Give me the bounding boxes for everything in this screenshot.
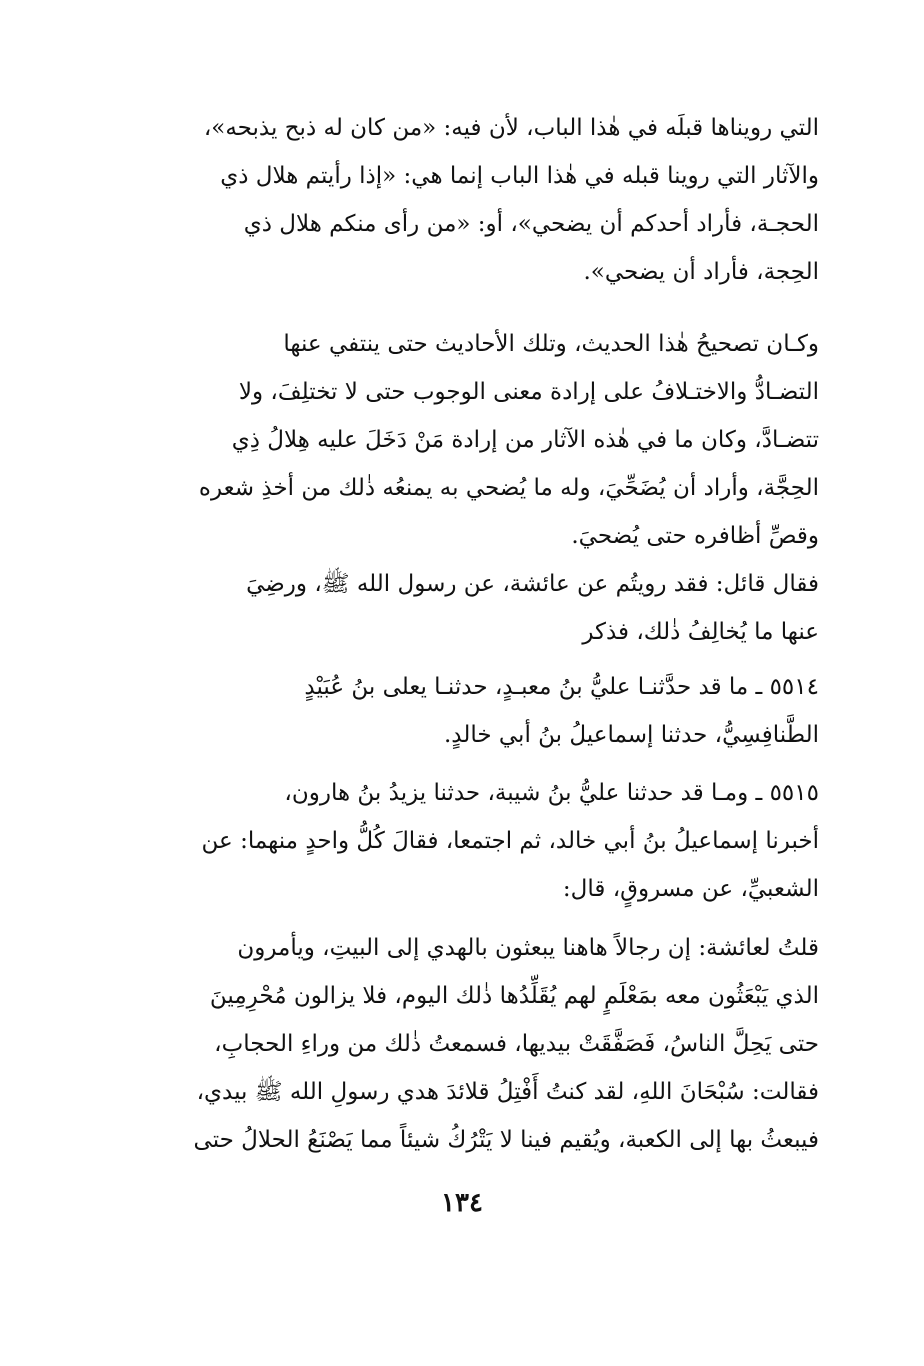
text-line: التي رويناها قبلَه في هٰذا الباب، لأن فيه: «من كان له ذبح يذبحه»،	[203, 115, 819, 141]
page-number: ١٣٤	[441, 1188, 483, 1218]
text-line: الحِجَّة، وأراد أن يُضَحِّيَ، وله ما يُضحي به يمنعُه ذٰلك من أخذِ شعره	[198, 475, 819, 501]
text-line: التضـادُّ والاختـلافُ على إرادة معنى الوجوب حتى لا تختلِفَ، ولا	[238, 379, 819, 405]
paragraph-3	[104, 560, 819, 656]
text-line: حتى يَحِلَّ الناسُ، فَصَفَّقَتْ بيديها، فسمعتُ ذٰلك من وراءِ الحجابِ،	[214, 1031, 819, 1057]
hadith-5515	[104, 769, 819, 913]
text-line: أخبرنا إسماعيلُ بنُ أبي خالد، ثم اجتمعا، فقالَ كُلُّ واحدٍ منهما: عن	[201, 828, 819, 854]
text-line: فقال قائل: فقد رويتُم عن عائشة، عن رسول الله ﷺ، ورضِيَ	[246, 571, 819, 597]
text-line: الشعبيِّ، عن مسروقٍ، قال:	[562, 876, 819, 902]
text-line: ٥٥١٥ ـ ومـا قد حدثنا عليُّ بنُ شيبة، حدثنا يزيدُ بنُ هارون،	[284, 780, 819, 806]
paragraph-2	[104, 320, 819, 560]
text-line: عنها ما يُخالِفُ ذٰلك، فذكر	[582, 619, 819, 645]
text-line: قلتُ لعائشة: إن رجالاً هاهنا يبعثون بالهدي إلى البيتِ، ويأمرون	[237, 935, 819, 961]
text-line: وقصِّ أظافره حتى يُضحيَ.	[571, 523, 819, 549]
text-line: والآثار التي روينا قبله في هٰذا الباب إنما هي: «إذا رأيتم هلال ذي	[220, 163, 819, 189]
text-line: ٥٥١٤ ـ ما قد حدَّثنـا عليُّ بنُ معبـدٍ، حدثنـا يعلى بنُ عُبَيْدٍ	[304, 674, 819, 700]
text-line: الحجـة، فأراد أحدكم أن يضحي»، أو: «من رأى منكم هلال ذي	[243, 211, 819, 237]
text-line: الطَّنافِسِيُّ، حدثنا إسماعيلُ بنُ أبي خالدٍ.	[443, 722, 819, 748]
text-line: فيبعثُ بها إلى الكعبة، ويُقيم فينا لا يَتْرُكُ شيئاً مما يَصْنَعُ الحلالُ حتى	[193, 1127, 819, 1153]
text-line: تتضـادَّ، وكان ما في هٰذه الآثار من إرادة مَنْ دَخَلَ عليه هِلالُ ذِي	[231, 427, 819, 453]
paragraph-1	[104, 104, 819, 296]
text-line: الحِجة، فأراد أن يضحي».	[583, 259, 819, 285]
text-line: فقالت: سُبْحَانَ اللهِ، لقد كنتُ أَفْتِلُ قلائدَ هدي رسولِ الله ﷺ بيدي،	[196, 1079, 819, 1105]
hadith-5514	[104, 663, 819, 759]
paragraph-6	[104, 924, 819, 1164]
text-line: الذي يَبْعَثُون معه بمَعْلَمٍ لهم يُقَلِّدُها ذٰلك اليوم، فلا يزالون مُحْرِمِينَ	[209, 983, 819, 1009]
text-line: وكـان تصحيحُ هٰذا الحديث، وتلك الأحاديث حتى ينتفي عنها	[283, 331, 819, 357]
